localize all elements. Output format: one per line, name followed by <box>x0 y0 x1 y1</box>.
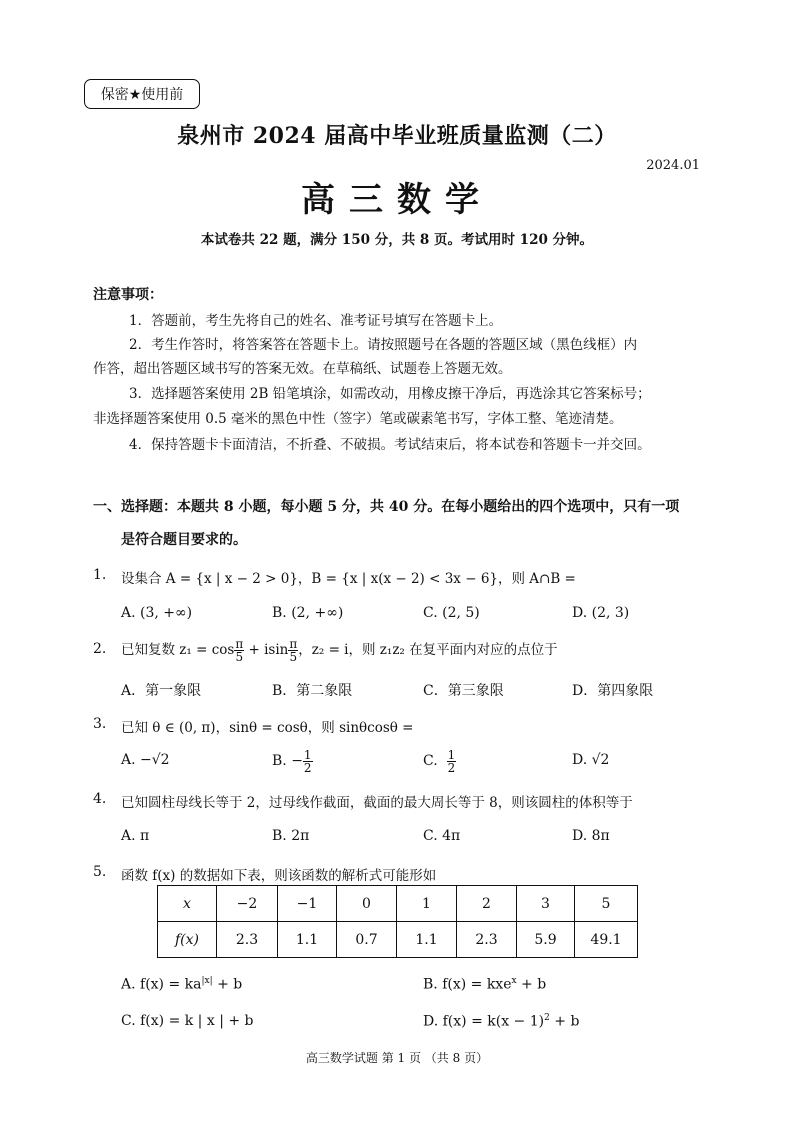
stem-part: 已知复数 z₁ = cos <box>121 642 235 658</box>
option-label: C. <box>423 753 438 769</box>
option-a: A. π <box>121 828 150 844</box>
fraction <box>234 638 244 663</box>
section-heading-line1: 一、选择题：本题共 8 小题，每小题 5 分，共 40 分。在每小题给出的四个选项中，只有一项 <box>93 499 680 515</box>
table-cell: 0 <box>337 886 397 922</box>
option-c: C. f(x) = k | x | + b <box>121 1013 254 1029</box>
fraction-denominator: 5 <box>289 650 298 664</box>
table-cell: 1.1 <box>278 922 337 958</box>
option-a: A．第一象限 <box>121 683 202 699</box>
option-b <box>423 976 546 993</box>
option-text: + b <box>516 976 547 993</box>
option-text: A. f(x) = ka <box>121 976 202 993</box>
table-cell: 5 <box>575 886 638 922</box>
stem-part: ，z₂ = i，则 z₁z₂ 在复平面内对应的点位于 <box>298 642 558 658</box>
option-b <box>272 745 313 777</box>
superscript: |x| <box>201 976 213 986</box>
option-c: C．第三象限 <box>423 683 504 699</box>
table-header-cell: f(x) <box>158 922 217 958</box>
notice-item: 作答，超出答题区域书写的答案无效。在草稿纸、试题卷上答题无效。 <box>93 361 512 377</box>
fraction-numerator: π <box>235 637 244 651</box>
fraction-numerator: π <box>289 637 298 651</box>
option-a: A. (3, +∞) <box>121 605 193 621</box>
question-number: 5. <box>93 864 107 880</box>
question-number: 1. <box>93 567 107 583</box>
option-d <box>423 1013 579 1030</box>
data-table <box>157 885 638 958</box>
fraction-denominator: 5 <box>235 650 244 664</box>
table-row <box>158 922 638 958</box>
stem-part: + isin <box>244 642 289 658</box>
question-stem <box>121 635 558 665</box>
subject-title: 高三数学 <box>301 180 493 220</box>
option-text: + b <box>212 976 243 993</box>
option-b: B．第二象限 <box>272 683 353 699</box>
question-stem: 函数 f(x) 的数据如下表，则该函数的解析式可能形如 <box>121 868 437 884</box>
exam-title: 泉州市 2024 届高中毕业班质量监测（二） <box>177 123 617 149</box>
notice-item: 4．保持答题卡卡面清洁，不折叠、不破损。考试结束后，将本试卷和答题卡一并交回。 <box>129 437 651 453</box>
fraction <box>303 749 313 774</box>
exam-info: 本试卷共 22 题，满分 150 分，共 8 页。考试用时 120 分钟。 <box>200 232 594 248</box>
option-c: C. 4π <box>423 828 461 844</box>
option-d: D. √2 <box>572 752 610 768</box>
option-b: B. (2, +∞) <box>272 605 344 621</box>
question-number: 2. <box>93 641 107 657</box>
table-cell: 2.3 <box>457 922 517 958</box>
fraction <box>288 638 298 663</box>
table-cell: 1 <box>397 886 457 922</box>
option-a <box>121 976 242 993</box>
question-stem: 已知 θ ∈ (0, π)，sinθ = cosθ，则 sinθcosθ = <box>121 720 414 736</box>
confidential-badge: 保密★使用前 <box>84 79 200 109</box>
table-cell: −1 <box>278 886 337 922</box>
option-a: A. −√2 <box>121 752 170 768</box>
notice-item: 非选择题答案使用 0.5 毫米的黑色中性（签字）笔或碳素笔书写，字体工整、笔迹清楚。 <box>93 411 623 427</box>
table-cell: 49.1 <box>575 922 638 958</box>
notice-title: 注意事项： <box>93 287 163 303</box>
exam-date: 2024.01 <box>646 158 700 173</box>
fraction-numerator: 1 <box>447 747 456 762</box>
notice-item: 3．选择题答案使用 2B 铅笔填涂，如需改动，用橡皮擦干净后，再选涂其它答案标号； <box>129 386 651 402</box>
fraction-numerator: 1 <box>303 747 312 762</box>
table-cell: 0.7 <box>337 922 397 958</box>
option-d: D. (2, 3) <box>572 605 630 621</box>
question-stem: 设集合 A = {x | x − 2 > 0}，B = {x | x(x − 2) < 3x − 6}，则 A∩B = <box>121 571 576 587</box>
superscript: 2 <box>544 1013 550 1023</box>
question-number: 4. <box>93 791 107 807</box>
table-header-cell: x <box>158 886 217 922</box>
fraction <box>447 749 457 774</box>
option-text: + b <box>549 1013 580 1030</box>
table-row <box>158 886 638 922</box>
table-cell: 2.3 <box>217 922 278 958</box>
option-c: C. (2, 5) <box>423 605 480 621</box>
notice-item: 1．答题前，考生先将自己的姓名、准考证号填写在答题卡上。 <box>129 313 503 329</box>
question-stem: 已知圆柱母线长等于 2，过母线作截面，截面的最大周长等于 8，则该圆柱的体积等于 <box>121 795 633 811</box>
table-cell: 5.9 <box>517 922 575 958</box>
table-cell: 2 <box>457 886 517 922</box>
superscript: x <box>511 976 517 986</box>
option-text: D. f(x) = k(x − 1) <box>423 1013 545 1030</box>
option-d: D. 8π <box>572 828 610 844</box>
fraction-denominator: 2 <box>303 760 312 775</box>
option-b: B. 2π <box>272 828 310 844</box>
option-label: B. − <box>272 753 303 769</box>
table-cell: 3 <box>517 886 575 922</box>
section-heading-line2: 是符合题目要求的。 <box>121 532 247 548</box>
option-text: B. f(x) = kxe <box>423 976 512 993</box>
option-d: D．第四象限 <box>572 683 654 699</box>
question-number: 3. <box>93 716 107 732</box>
page-footer: 高三数学试题 第 1 页 （共 8 页） <box>305 1051 489 1065</box>
table-cell: 1.1 <box>397 922 457 958</box>
table-cell: −2 <box>217 886 278 922</box>
option-c <box>423 745 456 777</box>
fraction-denominator: 2 <box>447 760 456 775</box>
notice-item: 2．考生作答时，将答案答在答题卡上。请按照题号在各题的答题区域（黑色线框）内 <box>129 337 638 353</box>
